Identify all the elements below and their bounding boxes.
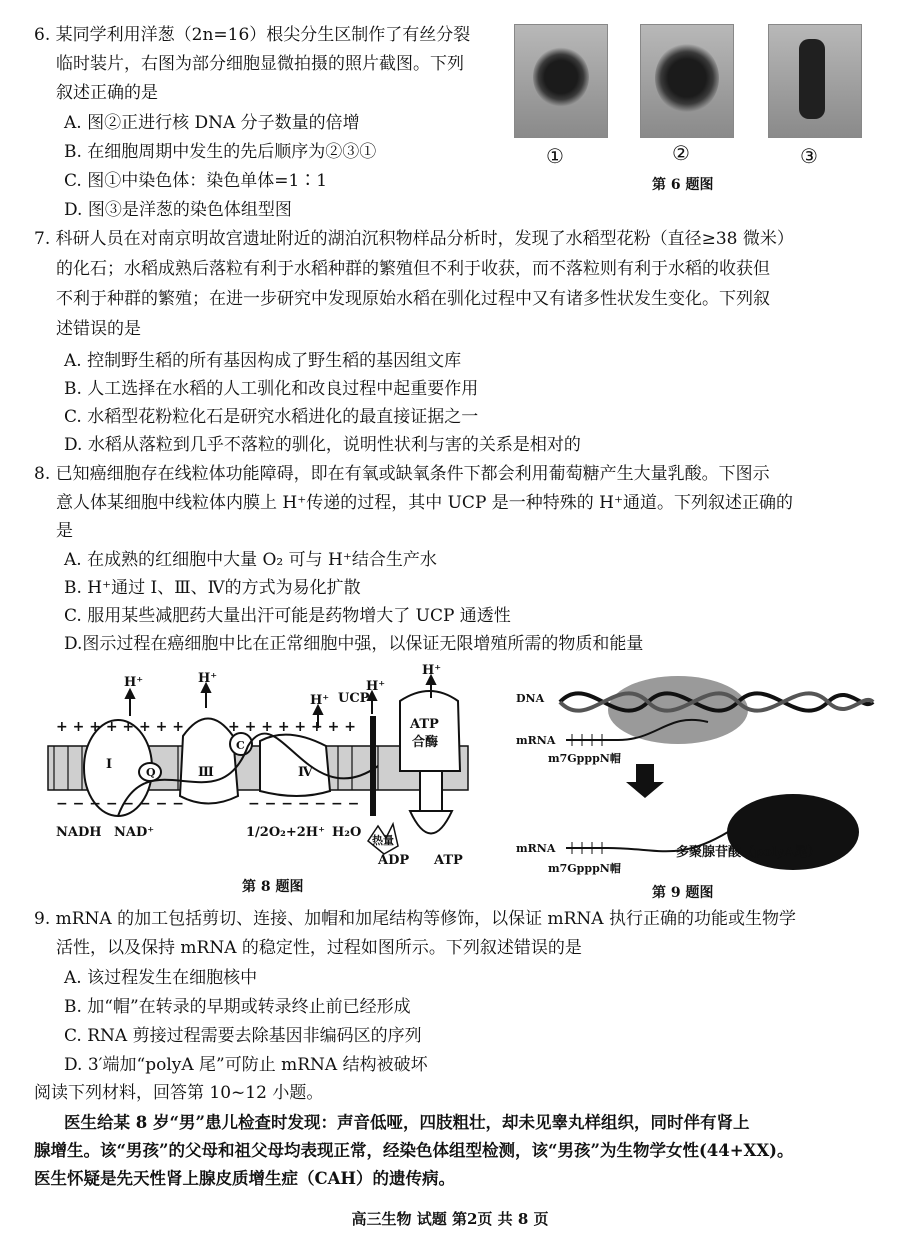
fig8-hplus-1: H⁺ (124, 675, 144, 690)
q7-option-d: D. 水稻从落粒到几乎不落粒的驯化，说明性状利与害的关系是相对的 (64, 435, 581, 455)
q6-option-a: A. 图②正进行核 DNA 分子数量的倍增 (64, 113, 360, 133)
q7-option-b: B. 人工选择在水稻的人工驯化和改良过程中起重要作用 (64, 379, 479, 399)
fig8-adp-label: ADP (378, 853, 410, 868)
q7-stem-line-2: 的化石；水稻成熟后落粒有利于水稻种群的繁殖但不利于收获，而不落粒则有利于水稻的收获但 (56, 259, 770, 279)
fig8-membrane-diagram (48, 663, 488, 868)
fig8-o2-label: 1/2O₂+2H⁺ (246, 825, 325, 840)
micrograph-1 (514, 24, 608, 138)
q8-option-d: D.图示过程在癌细胞中比在正常细胞中强，以保证无限增殖所需的物质和能量 (64, 634, 644, 654)
fig9-mrna-bottom-label: mRNA (516, 842, 556, 855)
fig8-complex4-label: Ⅳ (298, 765, 313, 780)
q6-stem-line-1: 6. 某同学利用洋葱（2n=16）根尖分生区制作了有丝分裂 (34, 25, 471, 45)
fig8-h2o-label: H₂O (332, 825, 362, 840)
fig8-atp-label: ATP (434, 853, 463, 868)
fig8-complex1-label: Ⅰ (106, 757, 113, 772)
fig8-hplus-2: H⁺ (198, 671, 218, 686)
q9-stem-line-1: 9. mRNA 的加工包括剪切、连接、加帽和加尾结构等修饰，以保证 mRNA 执行正确的功能或生物学 (34, 909, 796, 929)
fig9-mrna-top-label: mRNA (516, 734, 556, 747)
q7-option-a: A. 控制野生稻的所有基因构成了野生稻的基因组文库 (64, 351, 462, 371)
page-footer: 高三生物 试题 第2页 共 8 页 (351, 1210, 549, 1228)
fig8-atp-synthase-label: ATP (410, 717, 439, 732)
q6-stem-line-3: 叙述正确的是 (56, 83, 158, 103)
q7-stem-line-1: 7. 科研人员在对南京明故宫遗址附近的湖泊沉积物样品分析时，发现了水稻型花粉（直径≥38 微米） (34, 229, 794, 249)
material-intro: 阅读下列材料，回答第 10~12 小题。 (34, 1083, 324, 1103)
micrograph-label-3: ③ (800, 144, 818, 168)
fig8-hplus-3: H⁺ (310, 693, 330, 708)
q7-stem-line-3: 不利于种群的繁殖；在进一步研究中发现原始水稻在驯化过程中又有诸多性状发生变化。下列叙 (56, 289, 770, 309)
q9-stem-line-2: 活性，以及保持 mRNA 的稳定性，过程如图所示。下列叙述错误的是 (56, 938, 582, 958)
fig9-cap-bottom-label: m7GpppN帽 (548, 862, 621, 875)
q7-option-c: C. 水稻型花粉粒化石是研究水稻进化的最直接证据之一 (64, 407, 479, 427)
fig8-c-label: C (236, 739, 245, 752)
svg-text:+ + + + + + + +: + + + + + + + + (228, 719, 356, 735)
q9-option-a: A. 该过程发生在细胞核中 (64, 968, 258, 988)
q8-stem-line-2: 意人体某细胞中线粒体内膜上 H⁺传递的过程，其中 UCP 是一种特殊的 H⁺通道。下列叙述正确的 (56, 493, 793, 513)
q7-stem-line-4: 述错误的是 (56, 319, 141, 339)
q9-option-b: B. 加“帽”在转录的早期或转录终止前已经形成 (64, 997, 411, 1017)
q9-option-d: D. 3′端加“polyA 尾”可防止 mRNA 结构被破坏 (64, 1055, 428, 1075)
fig8-complex3-label: Ⅲ (198, 765, 214, 780)
micrograph-label-2: ② (672, 141, 690, 165)
q8-stem-line-3: 是 (56, 521, 73, 541)
fig9-cap-top-label: m7GpppN帽 (548, 752, 621, 765)
material-line-3: 医生怀疑是先天性肾上腺皮质增生症（CAH）的遗传病。 (34, 1169, 456, 1188)
q9-option-c: C. RNA 剪接过程需要去除基因非编码区的序列 (64, 1026, 422, 1046)
micrograph-3 (768, 24, 862, 138)
svg-text:− − − − − − − −: − − − − − − − − (56, 796, 184, 812)
q8-stem-line-1: 8. 已知癌细胞存在线粒体功能障碍，即在有氧或缺氧条件下都会利用葡萄糖产生大量乳酸。下图示 (34, 464, 770, 484)
q6-option-c: C. 图①中染色体：染色单体=1∶1 (64, 171, 328, 191)
material-line-2: 腺增生。该“男孩”的父母和祖父母均表现正常，经染色体组型检测，该“男孩”为生物学女性(44+XX)。 (34, 1141, 794, 1160)
micrograph-label-1: ① (546, 144, 564, 168)
material-line-1: 医生给某 8 岁“男”患儿检查时发现：声音低哑，四肢粗壮，却未见睾丸样组织，同时伴有肾上 (64, 1113, 750, 1132)
fig9-polya-label: 多聚腺苷酸（polyA尾） (676, 845, 821, 860)
fig8-caption: 第 8 题图 (242, 879, 304, 895)
fig8-atp-synthase-sub: 合酶 (412, 735, 439, 750)
fig8-ucp-label: UCP (338, 691, 370, 706)
q6-option-b: B. 在细胞周期中发生的先后顺序为②③① (64, 142, 377, 162)
svg-text:− − − − − − −: − − − − − − − (248, 796, 360, 812)
fig8-heat-label: 热量 (372, 834, 394, 847)
q8-option-c: C. 服用某些减肥药大量出汗可能是药物增大了 UCP 通透性 (64, 606, 511, 626)
fig8-hplus-5: H⁺ (422, 663, 442, 678)
fig8-nadh-label: NADH (56, 825, 102, 840)
fig9-caption: 第 9 题图 (652, 885, 714, 901)
q6-stem-line-2: 临时装片，右图为部分细胞显微拍摄的照片截图。下列 (56, 54, 464, 74)
fig9-dna-label: DNA (516, 692, 545, 705)
q8-option-a: A. 在成熟的红细胞中大量 O₂ 可与 H⁺结合生产水 (64, 550, 437, 570)
q6-option-d: D. 图③是洋葱的染色体组型图 (64, 200, 292, 220)
micrograph-2 (640, 24, 734, 138)
fig8-q-label: Q (146, 766, 156, 779)
q8-option-b: B. H⁺通过 Ⅰ、Ⅲ、Ⅳ的方式为易化扩散 (64, 578, 361, 598)
fig8-nad-label: NAD⁺ (114, 825, 155, 840)
fig9-mrna-diagram (508, 672, 878, 882)
svg-text:+ + + + + + + +: + + + + + + + + (56, 719, 184, 735)
fig8-hplus-4: H⁺ (366, 679, 386, 694)
fig6-caption: 第 6 题图 (652, 177, 714, 193)
